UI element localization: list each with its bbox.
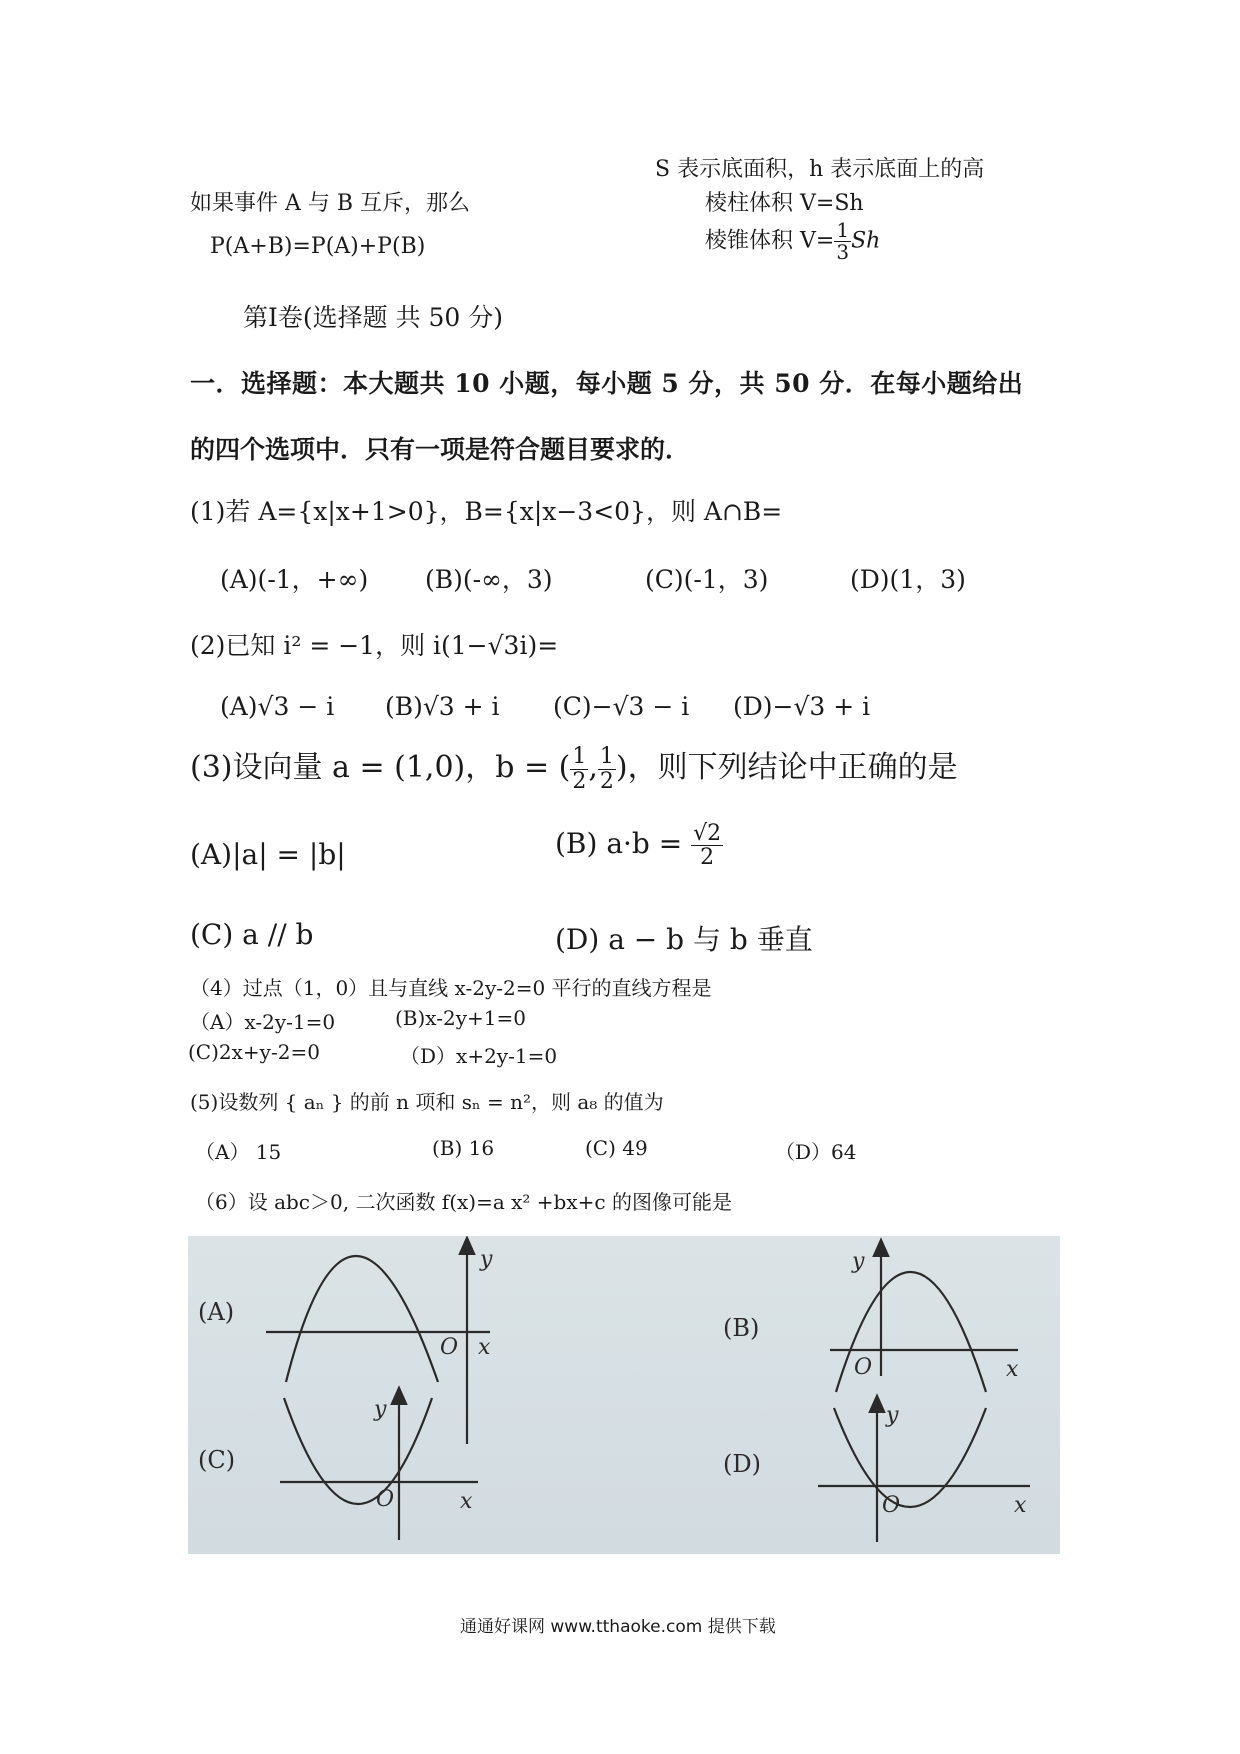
q1-stem: (1)若 A={x|x+1>0}，B={x|x−3<0}，则 A∩B= [190,497,783,526]
graph-a-label: (A) [198,1298,235,1326]
graph-c-origin-label: O [376,1487,395,1512]
graph-a-y-label: y [480,1247,493,1272]
graph-a-parabola [286,1256,438,1382]
part-title-line1: 一．选择题：本大题共 10 小题，每小题 5 分，共 50 分．在每小题给出 [190,369,1024,398]
q3-option-b-prefix: (B) a·b = [555,827,692,861]
q6-graph-photo [188,1236,1060,1554]
mutex-formula: P(A+B)=P(A)+P(B) [210,234,426,259]
graph-c-x-label: x [460,1489,473,1514]
base-area-note: S 表示底面积，h 表示底面上的高 [655,157,985,182]
q2-option-b: (B)√3 + i [385,692,500,721]
graph-b-origin-label: O [854,1355,873,1380]
graph-d [818,1402,1030,1542]
q2-option-c: (C)−√3 − i [553,692,690,721]
graph-d-origin-label: O [882,1493,901,1518]
q5-option-d: （D）64 [775,1140,857,1164]
q5-option-b: (B) 16 [432,1136,495,1160]
q4-option-d: （D）x+2y-1=0 [400,1044,558,1068]
q2-option-a: (A)√3 − i [220,692,335,721]
q3-frac-2: $\frac{1}{2}$ [599,744,614,794]
q6-graphs-svg [188,1236,1060,1554]
q3-frac-1: $\frac{1}{2}$ [572,744,587,794]
q5-option-c: (C) 49 [585,1136,648,1160]
graph-c-label: (C) [198,1446,236,1474]
pyramid-volume-formula [705,220,880,263]
q2-stem: (2)已知 i² = −1，则 i(1−√3i)= [190,631,559,660]
graph-b-label: (B) [723,1314,760,1342]
q3-option-a: (A)|a| = |b| [190,838,346,871]
q1-option-d: (D)(1，3) [850,565,966,594]
graph-d-parabola [834,1408,986,1507]
graph-b-x-label: x [1006,1357,1019,1382]
q2-option-d: (D)−√3 + i [733,692,871,721]
q5-stem: (5)设数列 { aₙ } 的前 n 项和 sₙ = n²，则 a₈ 的值为 [190,1090,664,1114]
q3-stem-suffix: )，则下列结论中正确的是 [615,750,958,785]
q1-option-b: (B)(-∞，3) [425,565,553,594]
graph-c-y-label: y [374,1397,387,1422]
pyramid-prefix: 棱锥体积 V= [705,228,835,254]
q6-stem: （6）设 abc＞0, 二次函数 f(x)=a x² +bx+c 的图像可能是 [195,1190,732,1214]
q3-option-d: (D) a − b 与 b 垂直 [555,923,813,956]
pyramid-fraction: $\frac{1}{3}$ [836,218,850,264]
pyramid-suffix: Sh [851,228,881,254]
q3-option-c: (C) a // b [190,918,314,951]
q5-option-a: （A） 15 [195,1140,282,1164]
footer-credit: 通通好课网 www.tthaoke.com 提供下载 [460,1617,776,1637]
graph-d-x-label: x [1014,1493,1027,1518]
graph-b-y-label: y [852,1249,865,1274]
graph-a-x-label: x [478,1335,491,1360]
q3-stem-prefix: (3)设向量 a = (1,0)，b = ( [190,750,571,785]
q3-option-b [555,822,723,869]
q1-option-a: (A)(-1，+∞) [220,565,369,594]
volume-title: 第Ⅰ卷(选择题 共 50 分) [243,303,504,332]
graph-a-origin-label: O [440,1335,459,1360]
q3-option-b-fraction: $\frac{√2}{2}$ [693,821,722,871]
q1-option-c: (C)(-1，3) [645,565,769,594]
q4-option-c: (C)2x+y-2=0 [188,1040,320,1064]
graph-c-parabola [284,1398,432,1504]
mutex-intro: 如果事件 A 与 B 互斥，那么 [190,191,471,216]
q4-option-a: （A）x-2y-1=0 [190,1010,336,1034]
graph-d-label: (D) [723,1450,761,1478]
q4-stem: （4）过点（1，0）且与直线 x-2y-2=0 平行的直线方程是 [190,976,712,1000]
part-title-line2: 的四个选项中．只有一项是符合题目要求的． [190,435,691,464]
q4-option-b: (B)x-2y+1=0 [395,1006,526,1030]
graph-d-y-label: y [886,1403,899,1428]
q3-stem: (3)设向量 a = (1,0)，b = ( $\frac{1}{2}$ , $\frac{1}{2}$ )，则下列结论中正确的是 [190,744,958,794]
prism-volume-formula: 棱柱体积 V=Sh [705,191,864,216]
